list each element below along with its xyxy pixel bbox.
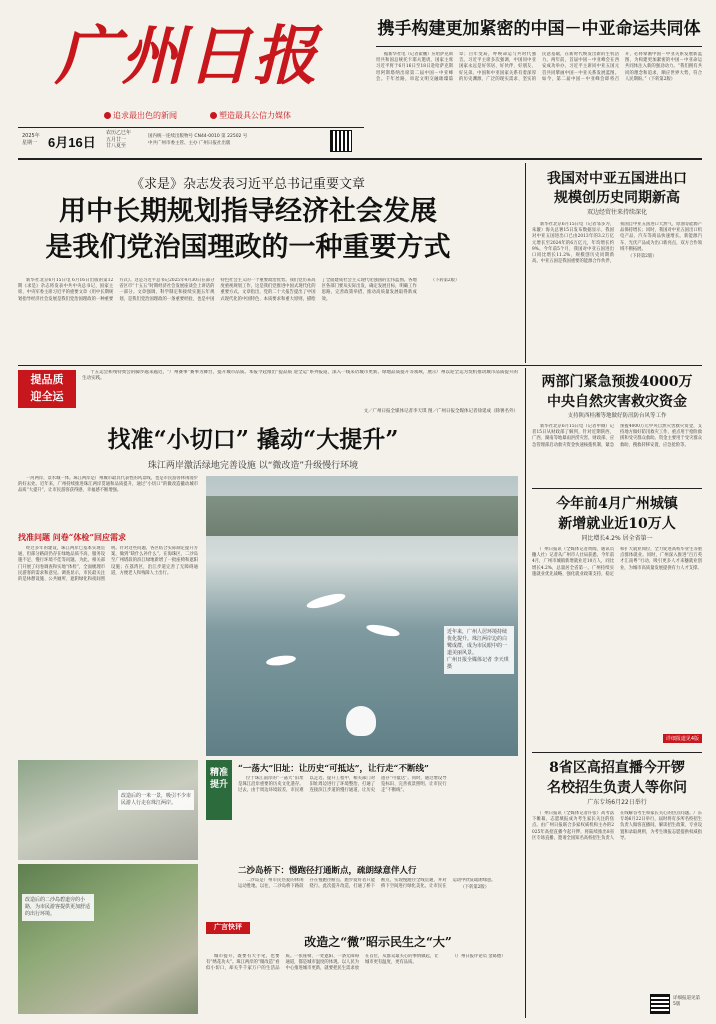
lunar-date: 农历乙巳年 五月廿一 廿八夏至 (106, 130, 132, 149)
right-top-story (532, 170, 702, 360)
employment-headline-2: 新增就业近10万人 (558, 516, 676, 532)
disaster-headline-1: 两部门紧急预拨4000万 (541, 374, 693, 390)
section2-heading: “一荡大”旧址：让历史“可抵达”，让行走“不断线” (238, 764, 429, 774)
enrollment-headline-2: 名校招生负责人等你问 (547, 780, 687, 796)
lead-body: 新华社北京6月15日电 6月16日出版的第12期《求是》杂志将发表中共中央总书记、国家主席、中央军委主席习近平的重要文章《用中长期规划指导经济社会发展是我们党治国理政的一种重要方式》。这是习近平总书记2025年4月30日在部分省区市“十五五”时期经济社会发展座谈会上讲话的一部分。文章强调，科学制定和接续实施五年规划，是我们党治国理政的一条重要经验，也是中国特色社会主义的一个重要政治优势。我们党历来高度重视规划工作，这是我们党推进中国式现代化的重要方式。文章指出，党的二十大报告提出了中国式现代化的中国特色、本质要求和重大原则，描绘了全面建成社会主义现代化强国的宏伟蓝图。各地区各部门要从实际出发，确定发展目标，明确工作思路，完善政策举措，推动高质量发展取得新成效。 （下转第2版） (18, 278, 460, 302)
feature-intro: 十五运会和残特奥会的脚步越来越近，“广州赛事”赛事为舞台，提升城市品质。本报今起推出“提品质 迎全运”系列报道，深入一线采访城市更新、绿地品质提升等领域，展示广州以迎全运为契机推动城市品质提升的生动实践。 (82, 370, 518, 382)
section1-body: 经过多年的建设，珠江两岸已基本实现贯通，但部分路段仍存在绿地品质不高、服务设施不足、慢行环境不佳等问题。为此，相关部门开展了问卷调查和实地“体检”，全面梳理市民游客的需求和意见。调查显示，市民最关注的是休憩设施、公共厕所、遮阴绿化和夜间照明。针对这些问题，各区结合实际制定提升方案，做到“缺什么补什么”。在海珠区，二沙岛至广州塔段的滨江绿地新增了一批座椅和遮阳设施；在荔湾区，沿江步道完善了无障碍通道，方便老人和残障人士出行。 (18, 546, 198, 583)
photo-trees (206, 496, 518, 536)
date-main: 6月16日 (48, 135, 96, 150)
enrollment-story (532, 758, 702, 1020)
rt-subhead: 双边经贸往来持续深化 (586, 209, 647, 216)
slogan-left: 追求最出色的新闻 (104, 110, 204, 121)
top-story-body: 据新华社电（记者翟鹏）应哈萨克斯坦共和国总统托卡耶夫邀请，国家主席习近平将于6月16日至18日赴哈萨克斯坦阿斯塔纳出席第二届中国－中亚峰会。千年丝路，串起文明交融璀璨篇章；百年变局，呼唤命运与共时代强音。习近平主席多次强调，中国同中亚国家永远是好邻居、好伙伴、好朋友、好兄弟。中国和中亚国家关系有着深厚的历史渊源、广泛的现实需求、坚实的民意基础，在新时代焕发出新的生机活力。两年前，首届中国－中亚峰会在西安成功举办，习近平主席同中亚五国元首共同擘画中国－中亚关系发展蓝图。如今，第二届中国－中亚峰会即将召开，必将擘画中国－中亚关系发展新蓝图，为构建更加紧密的中国－中亚命运共同体注入新的强劲动力。“我们拥有共同的理念和追求，顺应世界大势，符合人民期盼。”（下转第2版） (376, 52, 702, 82)
disaster-story (532, 372, 702, 484)
top-headline: 携手构建更加紧密的中国－中亚命运共同体 (377, 19, 701, 39)
commentary-body: 城市提升，既要有大手笔，也要有“绣花功夫”。珠江两岸的“微改造”看似小切口，却关乎千家万户的生活品质。一张座椅、一处遮阳、一条无障碍通道，都是城市温度的体现。以人民为中心推进城市更新，就要把民生需求放在首位，从群众最关心的事情做起，让城市更有温度、更有品质。 （广州日报评论员 金葛德） (206, 954, 506, 972)
lead-headline-2: 是我们党治国理政的一种重要方式 (45, 232, 451, 263)
section3-heading: 二沙岛桥下：慢跑径打通断点，疏朗绿意伴人行 (238, 866, 417, 876)
employment-headline-1: 今年前4月广州城镇 (556, 496, 678, 512)
enrollment-qr-note: 详细报道见第5版 (673, 996, 700, 1007)
date-year: 2025年 星期一 (22, 133, 40, 146)
feature-banner (18, 368, 518, 418)
qr-code-icon-2 (356, 10, 366, 20)
photo-egrets (206, 476, 518, 756)
lead-story (18, 163, 518, 363)
feature-credit: 文／广州日报全媒体记者李天琪 图／广州日报全媒体记者徐延成（除署名外） (363, 409, 518, 414)
main-feature (18, 420, 518, 1020)
feature-subhead: 珠江两岸激活绿地完善设施 以“微改造”升级慢行环境 (147, 461, 359, 471)
employment-body: 广州日报讯（全媒体记者黄闻、通讯员穗人社）记者从广州市人社局获悉，今年前4月，广州市城镇新增就业近10万人，同比增长4.2%，总量居全省第一。广州持续实施就业优先战略，强化就业政策支持，稳定和扩大就业岗位，全力促进高校毕业生等重点群体就业。同时，广州深入推进“百万英才汇南粤”行动，吸引更多人才来穗就业创业，为城市高质量发展提供有力人才支撑。 (532, 547, 702, 577)
slogan-right: 塑造最具公信力媒体 (210, 110, 320, 121)
masthead (0, 0, 716, 160)
section1-heading: 找准问题 问卷“体检”回应需求 (18, 532, 126, 542)
disaster-subhead: 支持陕西桂湘等地做好防汛防台风等工作 (567, 413, 667, 419)
disaster-body: 新华社北京6月15日电（记者申铖）记者15日从财政部了解到，针对近期陕西、广西、湖南等地暴雨洪涝灾害，财政部、应急管理部启动救灾资金快速核拨机制，紧急预拨4000万元中央自然灾害救灾资金，支持地方做好防汛救灾工作，重点用于抢险救援和受灾群众救助。资金主要用于受灾群众救助、搜救转移安置、应急抢险等。 (532, 424, 702, 448)
slogan-right-icon (210, 112, 217, 119)
egret-icon (266, 654, 297, 667)
commentary-label: 广言快评 (206, 922, 250, 934)
lead-kicker: 《求是》杂志发表习近平总书记重要文章 (130, 177, 365, 192)
employment-jump: 详细报道见4版 (663, 734, 702, 743)
lead-headline-1: 用中长期规划指导经济社会发展 (59, 196, 437, 227)
qr-code-icon (330, 130, 352, 152)
egret-icon (365, 623, 400, 639)
enrollment-body: 广州日报讯（全媒体记者许张）高考落下帷幕，志愿填报成为考生家长关注的焦点。由广州日报联合多家权威机构主办的2025年高招直播今起开锣，将陆续推出8省区专场直播，邀请全国知名高校招生负责人在线解答考生和家长关心的热点问题。广东专场6月22日举行，届时将有多所名校招生负责人做客直播间，解读招生政策、专业设置和录取规则，为考生填报志愿提供权威指导。 (532, 811, 702, 841)
feature-intro-text: 一河两岸，景水城一体。珠江两岸是广州城市最具代表性的风景线，也是市民游客休闲漫步的好去处。近年来，广州持续推进珠江两岸贯通和品质提升，通过“小切口”的微改造撬动城市品质“大提升”，让市民游客获得感、幸福感不断增强。 (18, 476, 198, 494)
photo-riverside-path (18, 760, 198, 860)
employment-subhead: 同比增长4.2% 居全省第一 (581, 535, 653, 542)
rt-body: 新华社北京6月15日电（记者邹多为、朱璇）海关总署15日发布数据显示，我国对中亚五国进出口已由2013年的3.2万亿元增长至2024年的6万亿元，年均增长约9%。今年前5个月，我国对中亚五国进出口同比增长11.2%，规模创历史同期新高。中亚五国是我国重要的能源合作伙伴，我国自中亚五国进口天然气、原油等能源产品保持增长；同时，我国对中亚五国出口机电产品、汽车等商品快速增长。新能源汽车、光伏产品成为出口新亮点，双方合作领域不断拓展。 （下转第2版） (532, 222, 702, 265)
slogan-left-icon (104, 112, 111, 119)
photo-ersha-caption: 改造后的二沙岛碧道旁的小路，为市民游客提供更加舒适的出行环境。 (22, 894, 94, 921)
masthead-logo: 广州日报 (55, 19, 319, 94)
feature-badge: 提品质 迎全运 (18, 370, 76, 408)
egret-icon (305, 591, 346, 611)
photo-ersha-path (18, 864, 198, 1014)
photo-egrets-caption: 近年来，广州人居环境持续优化提升。珠江两岸边的白鹭成群，成为市民眼中的一道美丽风景。 广州日报全媒体记者 李天琪 摄 (444, 626, 514, 674)
feature-headline: 找准“小切口” 撬动“大提升” (107, 426, 399, 453)
kicker-label: 精准提升 (206, 760, 232, 820)
section3-body: 二沙岛是广州市民热爱的休闲运动胜地。以往，二沙岛桥下路段存在慢跑径断点，跑步爱好者只能绕行。此次提升改造，打通了桥下断点，实现慢跑径全线贯通，并对桥下空间进行绿化美化，让市民在运动中欣赏疏朗绿意。 （下转第2版） (238, 878, 496, 891)
rt-headline-2: 规模创历史同期新高 (554, 190, 680, 206)
employment-story (532, 494, 702, 744)
commentary-headline: 改造之“微”昭示民生之“大” (304, 935, 452, 949)
publication-info: 国内统一连续出版物号 CN44-0010 第 22502 号 中共广州市委主管、主办 广州日报社出版 (148, 134, 248, 146)
enrollment-subhead: 广东专场6月22日举行 (587, 799, 647, 806)
disaster-headline-2: 中央自然灾害救灾资金 (547, 394, 687, 410)
section2-body: 位于珠江南岸的“一荡大”旧址是珠江沿岸重要的历史文化遗存。过去，由于周边环境较差，市民难以走近。提升工程中，相关部门对旧址周边进行了环境整治，打通了连接滨江步道的慢行通道，让历史遗存“可抵达”。同时，通过增设导览标识、完善夜景照明，让市民行走“不断线”。 (238, 776, 447, 794)
photo-riverside-caption: 改造后的一米一景，吸引不少市民游人行走在珠江两岸。 (118, 790, 194, 810)
enrollment-headline-1: 8省区高招直播今开锣 (549, 760, 685, 776)
egret-icon (346, 706, 376, 736)
enrollment-qr-icon (650, 994, 670, 1014)
rt-headline-1: 我国对中亚五国进出口 (547, 171, 687, 187)
